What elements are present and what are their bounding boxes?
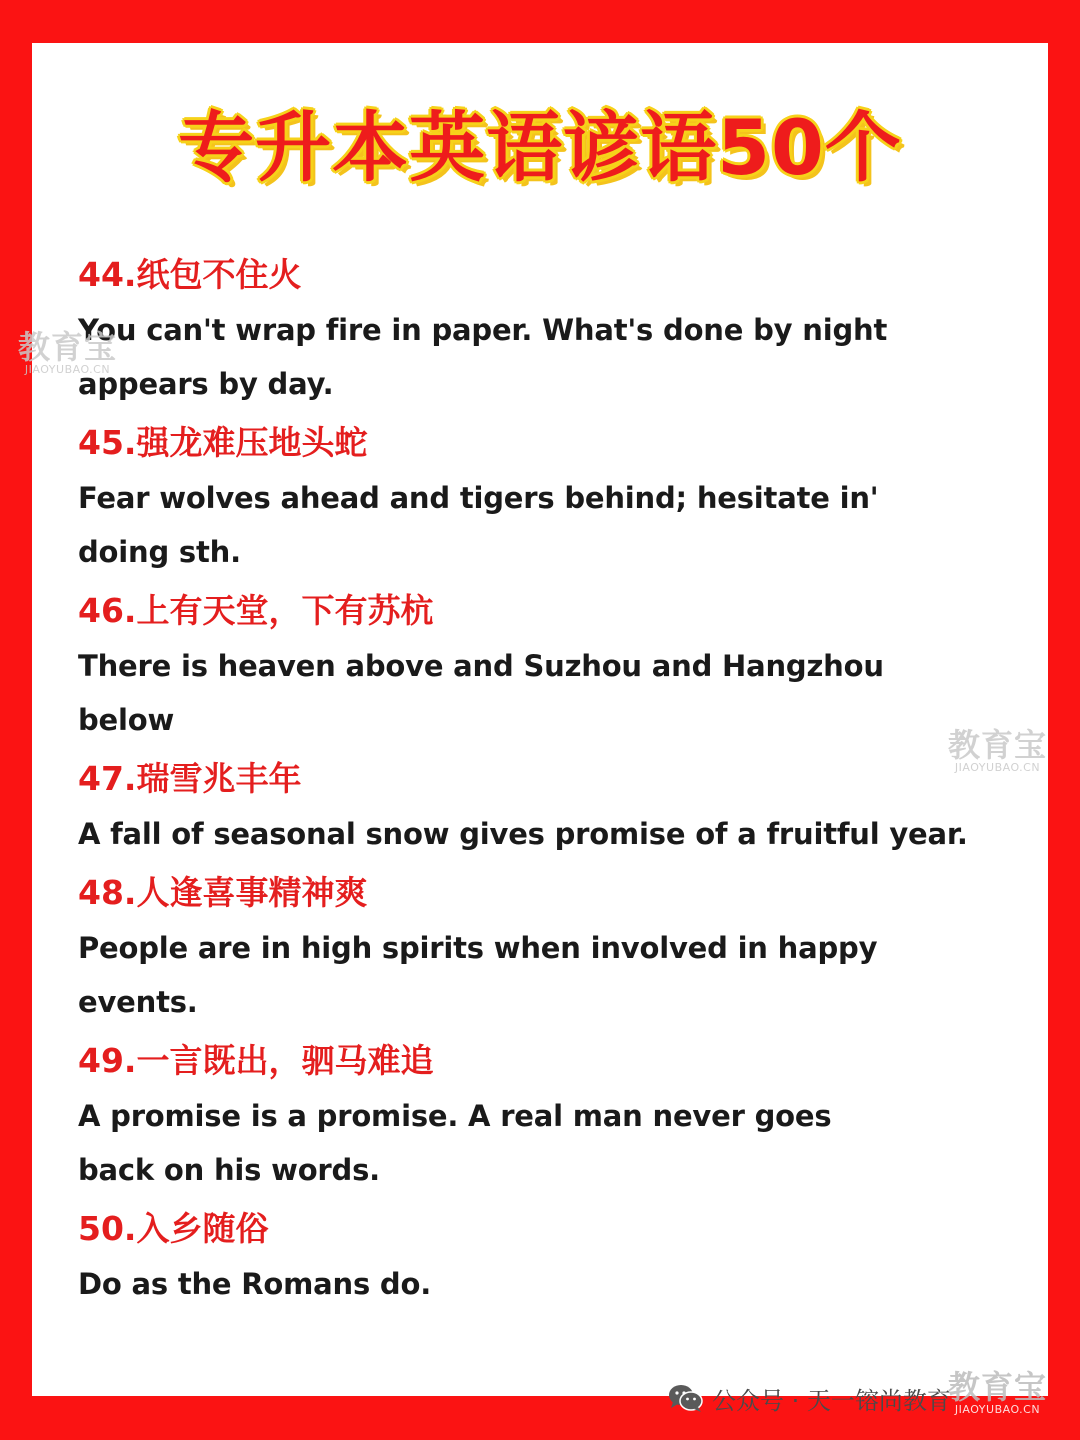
proverb-translation: You can't wrap fire in paper. What's done by night appears by day. xyxy=(78,313,888,401)
proverb-item-47 xyxy=(78,751,978,861)
proverb-item-44 xyxy=(78,247,978,411)
footer-text: 公众号 · 天一镕尚教育 xyxy=(712,1386,951,1415)
proverb-item-49 xyxy=(78,1033,978,1197)
watermark-name: 教育宝 xyxy=(948,726,1048,764)
proverb-item-48 xyxy=(78,865,978,1029)
watermark-name: 教育宝 xyxy=(18,328,118,366)
watermark-domain: JIAOYUBAO.CN xyxy=(954,761,1041,774)
page-title: 专升本英语谚语50个 xyxy=(178,103,902,192)
proverb-heading: 48.人逢喜事精神爽 xyxy=(78,873,368,912)
proverb-translation: A promise is a promise. A real man never goes back on his words. xyxy=(78,1099,832,1187)
proverb-translation: There is heaven above and Suzhou and Hangzhou below xyxy=(78,649,884,737)
watermark-domain: JIAOYUBAO.CN xyxy=(24,363,111,376)
proverb-item-50 xyxy=(78,1201,978,1311)
proverb-heading: 47.瑞雪兆丰年 xyxy=(78,759,302,798)
proverb-translation: Do as the Romans do. xyxy=(78,1267,432,1301)
proverb-heading: 46.上有天堂，下有苏杭 xyxy=(78,591,434,630)
proverb-translation: A fall of seasonal snow gives promise of a fruitful year. xyxy=(78,817,968,851)
watermark-name: 教育宝 xyxy=(948,1368,1048,1406)
watermark-domain: JIAOYUBAO.CN xyxy=(954,1403,1041,1416)
proverb-list xyxy=(78,247,978,1315)
footer-credit xyxy=(668,1378,951,1418)
proverb-heading: 44.纸包不住火 xyxy=(78,255,302,294)
wechat-icon xyxy=(668,1383,704,1413)
proverb-item-45 xyxy=(78,415,978,579)
proverb-translation: People are in high spirits when involved in happy events. xyxy=(78,931,878,1019)
proverb-heading: 50.入乡随俗 xyxy=(78,1209,269,1248)
proverb-item-46 xyxy=(78,583,978,747)
proverb-heading: 49.一言既出，驷马难追 xyxy=(78,1041,434,1080)
proverb-heading: 45.强龙难压地头蛇 xyxy=(78,423,368,462)
proverb-translation: Fear wolves ahead and tigers behind; hesitate in' doing sth. xyxy=(78,481,879,569)
